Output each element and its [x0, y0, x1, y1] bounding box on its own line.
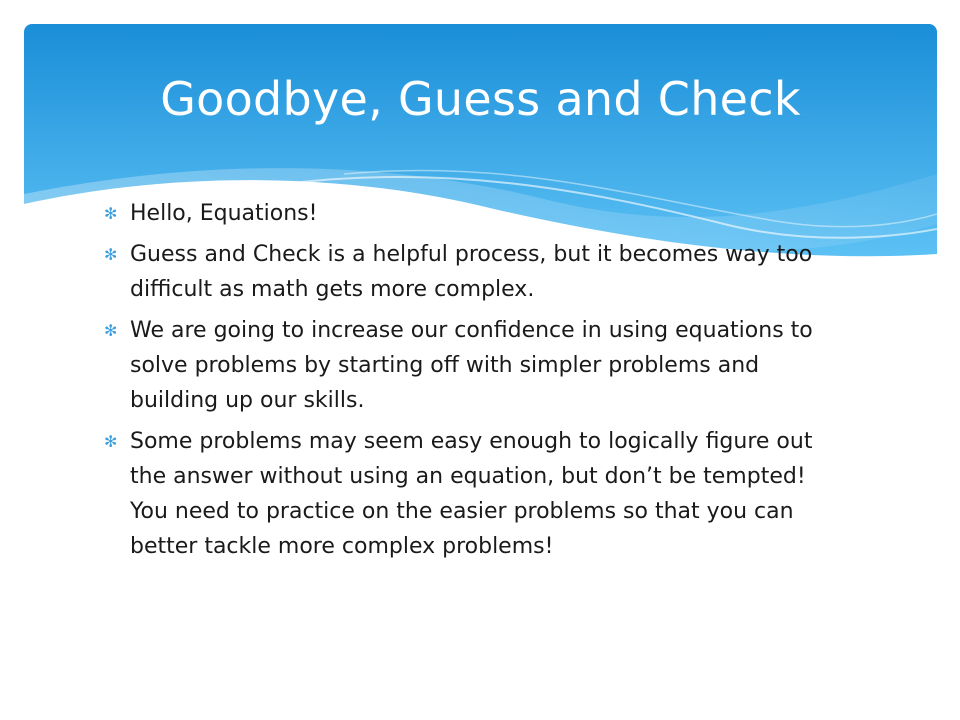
asterisk-icon: ✻ [104, 204, 118, 223]
asterisk-icon: ✻ [104, 321, 118, 340]
bullet-text: Hello, Equations! [130, 201, 318, 226]
slide-title: Goodbye, Guess and Check [160, 72, 801, 126]
bullet-list [104, 196, 849, 570]
asterisk-icon: ✻ [104, 245, 118, 264]
list-item [104, 237, 849, 307]
list-item [104, 313, 849, 418]
bullet-text: Some problems may seem easy enough to logically figure out the answer without using an equation, but don’t be tempted! You need to practice on the easier problems so that you can better tackle more complex problems! [130, 429, 813, 559]
list-item [104, 196, 849, 231]
bullet-text: Guess and Check is a helpful process, but it becomes way too difficult as math gets more complex. [130, 242, 813, 302]
list-item [104, 424, 849, 564]
bullet-text: We are going to increase our confidence in using equations to solve problems by starting off with simpler problems and building up our skills. [130, 318, 813, 413]
asterisk-icon: ✻ [104, 432, 118, 451]
